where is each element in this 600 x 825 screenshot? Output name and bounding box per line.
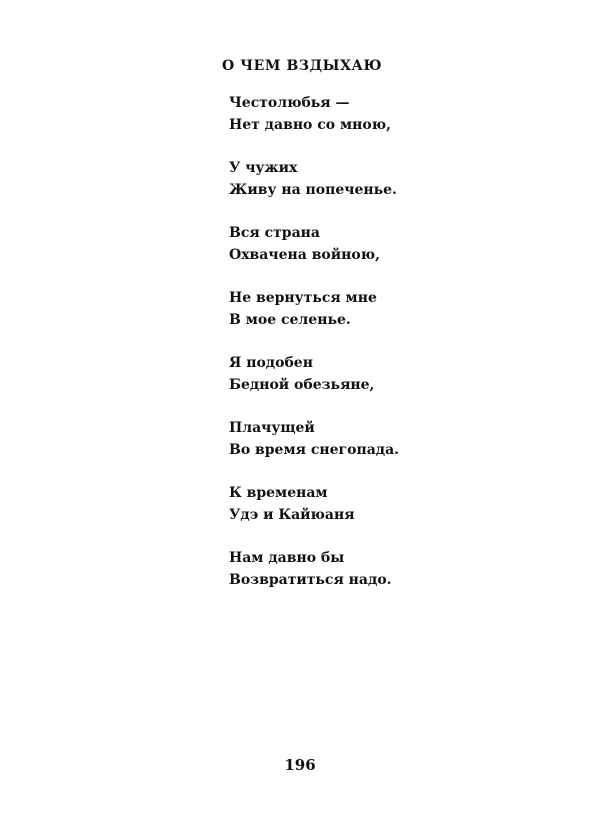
poem-line: К временам [229,485,328,501]
poem-line: Удэ и Кайюаня [229,507,355,523]
poem-line: Я подобен [229,355,313,371]
poem-line: Плачущей [229,420,315,436]
stanza-5 [229,352,399,396]
poem-line: Бедной обезьяне, [229,377,375,393]
poem-line: Во время снегопада. [229,442,400,458]
stanza-6 [229,417,399,461]
stanza-8 [229,547,399,591]
poem-line: Возвратиться надо. [229,572,392,588]
poem-line: Не вернуться мне [229,290,377,306]
stanza-7 [229,482,399,526]
poem-line: Нет давно со мною, [229,117,391,133]
poem-line: Честолюбья — [229,95,350,111]
page-number: 196 [284,756,316,774]
poem-line: Нам давно бы [229,550,345,566]
poem-line: Охвачена войною, [229,247,380,263]
poem-line: У чужих [229,160,298,176]
poem-body [229,92,399,612]
stanza-1 [229,92,399,136]
stanza-4 [229,287,399,331]
poem-line: Живу на попеченье. [229,182,397,198]
poem-line: Вся страна [229,225,320,241]
stanza-2 [229,157,399,201]
stanza-3 [229,222,399,266]
poem-line: В мое селенье. [229,312,351,328]
poem-title: О ЧЕМ ВЗДЫХАЮ [222,58,383,74]
